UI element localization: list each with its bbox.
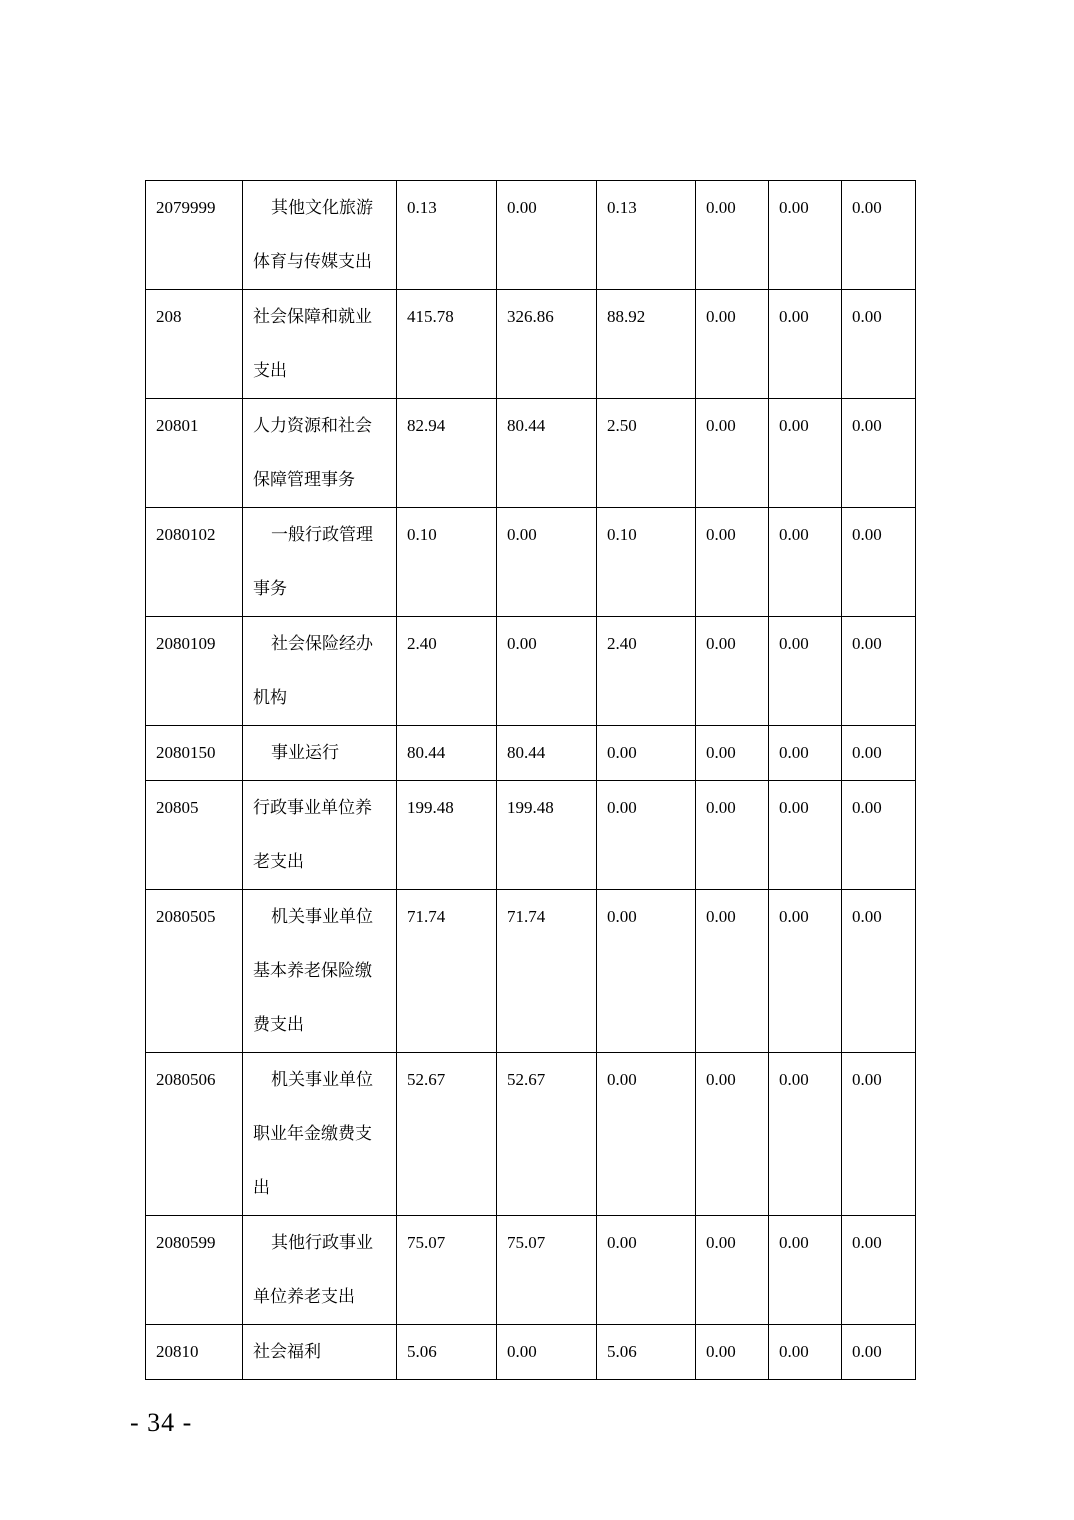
- table-row: [146, 399, 916, 508]
- subject-name: [243, 617, 397, 726]
- subject-name: [243, 399, 397, 508]
- subject-name: [243, 290, 397, 399]
- subject-name: [243, 181, 397, 290]
- amount-cell: 0.00: [696, 399, 769, 508]
- subject-code: 2080505: [146, 890, 243, 1053]
- amount-cell: 75.07: [497, 1216, 597, 1325]
- subject-code: 2080109: [146, 617, 243, 726]
- amount-cell: 0.00: [842, 181, 916, 290]
- table-row: [146, 508, 916, 617]
- amount-cell: 71.74: [497, 890, 597, 1053]
- amount-cell: 0.00: [769, 1053, 842, 1216]
- subject-name-line: 职业年金缴费支: [253, 1124, 372, 1143]
- amount-cell: 0.00: [696, 1216, 769, 1325]
- amount-cell: 88.92: [597, 290, 696, 399]
- amount-cell: 75.07: [397, 1216, 497, 1325]
- subject-name: [243, 890, 397, 1053]
- amount-cell: 0.00: [597, 1216, 696, 1325]
- amount-cell: 0.00: [497, 617, 597, 726]
- table-row: [146, 290, 916, 399]
- amount-cell: 0.00: [842, 890, 916, 1053]
- table-row: [146, 617, 916, 726]
- amount-cell: 0.00: [842, 399, 916, 508]
- amount-cell: 0.00: [497, 1325, 597, 1380]
- amount-cell: 0.00: [769, 1216, 842, 1325]
- amount-cell: 0.00: [842, 617, 916, 726]
- subject-name-line: 其他行政事业: [271, 1233, 373, 1252]
- amount-cell: 0.00: [769, 399, 842, 508]
- amount-cell: 0.00: [497, 508, 597, 617]
- amount-cell: 0.00: [696, 726, 769, 781]
- subject-name: [243, 781, 397, 890]
- amount-cell: 0.10: [397, 508, 497, 617]
- table-body: [146, 181, 916, 1380]
- amount-cell: 0.00: [769, 181, 842, 290]
- table-row: [146, 1053, 916, 1216]
- subject-code: 2080150: [146, 726, 243, 781]
- subject-name-line: 社会保障和就业: [253, 307, 372, 326]
- amount-cell: 52.67: [497, 1053, 597, 1216]
- subject-name-line: 老支出: [253, 852, 304, 871]
- amount-cell: 0.10: [597, 508, 696, 617]
- amount-cell: 0.00: [696, 617, 769, 726]
- amount-cell: 0.00: [597, 726, 696, 781]
- subject-code: 2079999: [146, 181, 243, 290]
- amount-cell: 199.48: [397, 781, 497, 890]
- amount-cell: 0.00: [842, 781, 916, 890]
- subject-name-line: 体育与传媒支出: [253, 252, 372, 271]
- subject-name: [243, 726, 397, 781]
- table-row: [146, 890, 916, 1053]
- subject-name-line: 费支出: [253, 1015, 304, 1034]
- table-row: [146, 726, 916, 781]
- subject-name-line: 机构: [253, 688, 287, 707]
- amount-cell: 82.94: [397, 399, 497, 508]
- subject-name: [243, 1325, 397, 1380]
- subject-name-line: 事务: [253, 579, 287, 598]
- subject-name: [243, 1216, 397, 1325]
- amount-cell: 52.67: [397, 1053, 497, 1216]
- amount-cell: 0.00: [597, 890, 696, 1053]
- subject-name: [243, 1053, 397, 1216]
- amount-cell: 0.00: [696, 1053, 769, 1216]
- subject-name-line: 行政事业单位养: [253, 798, 372, 817]
- amount-cell: 0.00: [842, 1216, 916, 1325]
- subject-name-line: 基本养老保险缴: [253, 961, 372, 980]
- amount-cell: 199.48: [497, 781, 597, 890]
- subject-code: 20801: [146, 399, 243, 508]
- amount-cell: 71.74: [397, 890, 497, 1053]
- subject-name-line: 人力资源和社会: [253, 416, 372, 435]
- amount-cell: 80.44: [397, 726, 497, 781]
- amount-cell: 0.13: [397, 181, 497, 290]
- subject-name-line: 事业运行: [271, 743, 339, 762]
- amount-cell: 0.00: [696, 290, 769, 399]
- amount-cell: 0.00: [769, 781, 842, 890]
- amount-cell: 0.00: [769, 726, 842, 781]
- subject-code: 2080102: [146, 508, 243, 617]
- subject-name-line: 支出: [253, 361, 287, 380]
- amount-cell: 0.00: [497, 181, 597, 290]
- amount-cell: 0.00: [696, 181, 769, 290]
- subject-name-line: 机关事业单位: [271, 1070, 373, 1089]
- amount-cell: 0.00: [769, 617, 842, 726]
- amount-cell: 0.00: [842, 290, 916, 399]
- amount-cell: 0.00: [842, 1325, 916, 1380]
- amount-cell: 5.06: [397, 1325, 497, 1380]
- amount-cell: 0.00: [842, 726, 916, 781]
- amount-cell: 0.00: [769, 1325, 842, 1380]
- subject-code: 208: [146, 290, 243, 399]
- amount-cell: 0.00: [696, 781, 769, 890]
- subject-name-line: 社会保险经办: [271, 634, 373, 653]
- subject-name-line: 社会福利: [253, 1342, 321, 1361]
- table-row: [146, 1325, 916, 1380]
- amount-cell: 0.00: [696, 890, 769, 1053]
- amount-cell: 0.00: [597, 781, 696, 890]
- amount-cell: 0.00: [597, 1053, 696, 1216]
- budget-table: [145, 180, 916, 1380]
- subject-name-line: 其他文化旅游: [271, 198, 373, 217]
- amount-cell: 0.00: [842, 508, 916, 617]
- subject-name-line: 保障管理事务: [253, 470, 355, 489]
- amount-cell: 80.44: [497, 399, 597, 508]
- subject-code: 2080506: [146, 1053, 243, 1216]
- amount-cell: 5.06: [597, 1325, 696, 1380]
- amount-cell: 0.00: [769, 508, 842, 617]
- table-row: [146, 781, 916, 890]
- amount-cell: 0.00: [769, 890, 842, 1053]
- amount-cell: 0.00: [769, 290, 842, 399]
- table-row: [146, 181, 916, 290]
- amount-cell: 0.00: [842, 1053, 916, 1216]
- subject-name: [243, 508, 397, 617]
- amount-cell: 0.00: [696, 508, 769, 617]
- amount-cell: 2.50: [597, 399, 696, 508]
- subject-name-line: 出: [253, 1178, 270, 1197]
- subject-name-line: 机关事业单位: [271, 907, 373, 926]
- amount-cell: 2.40: [597, 617, 696, 726]
- subject-code: 2080599: [146, 1216, 243, 1325]
- table-row: [146, 1216, 916, 1325]
- amount-cell: 0.13: [597, 181, 696, 290]
- amount-cell: 0.00: [696, 1325, 769, 1380]
- amount-cell: 415.78: [397, 290, 497, 399]
- subject-code: 20805: [146, 781, 243, 890]
- amount-cell: 80.44: [497, 726, 597, 781]
- subject-code: 20810: [146, 1325, 243, 1380]
- subject-name-line: 单位养老支出: [253, 1287, 355, 1306]
- amount-cell: 326.86: [497, 290, 597, 399]
- page-number: - 34 -: [130, 1408, 193, 1437]
- amount-cell: 2.40: [397, 617, 497, 726]
- subject-name-line: 一般行政管理: [271, 525, 373, 544]
